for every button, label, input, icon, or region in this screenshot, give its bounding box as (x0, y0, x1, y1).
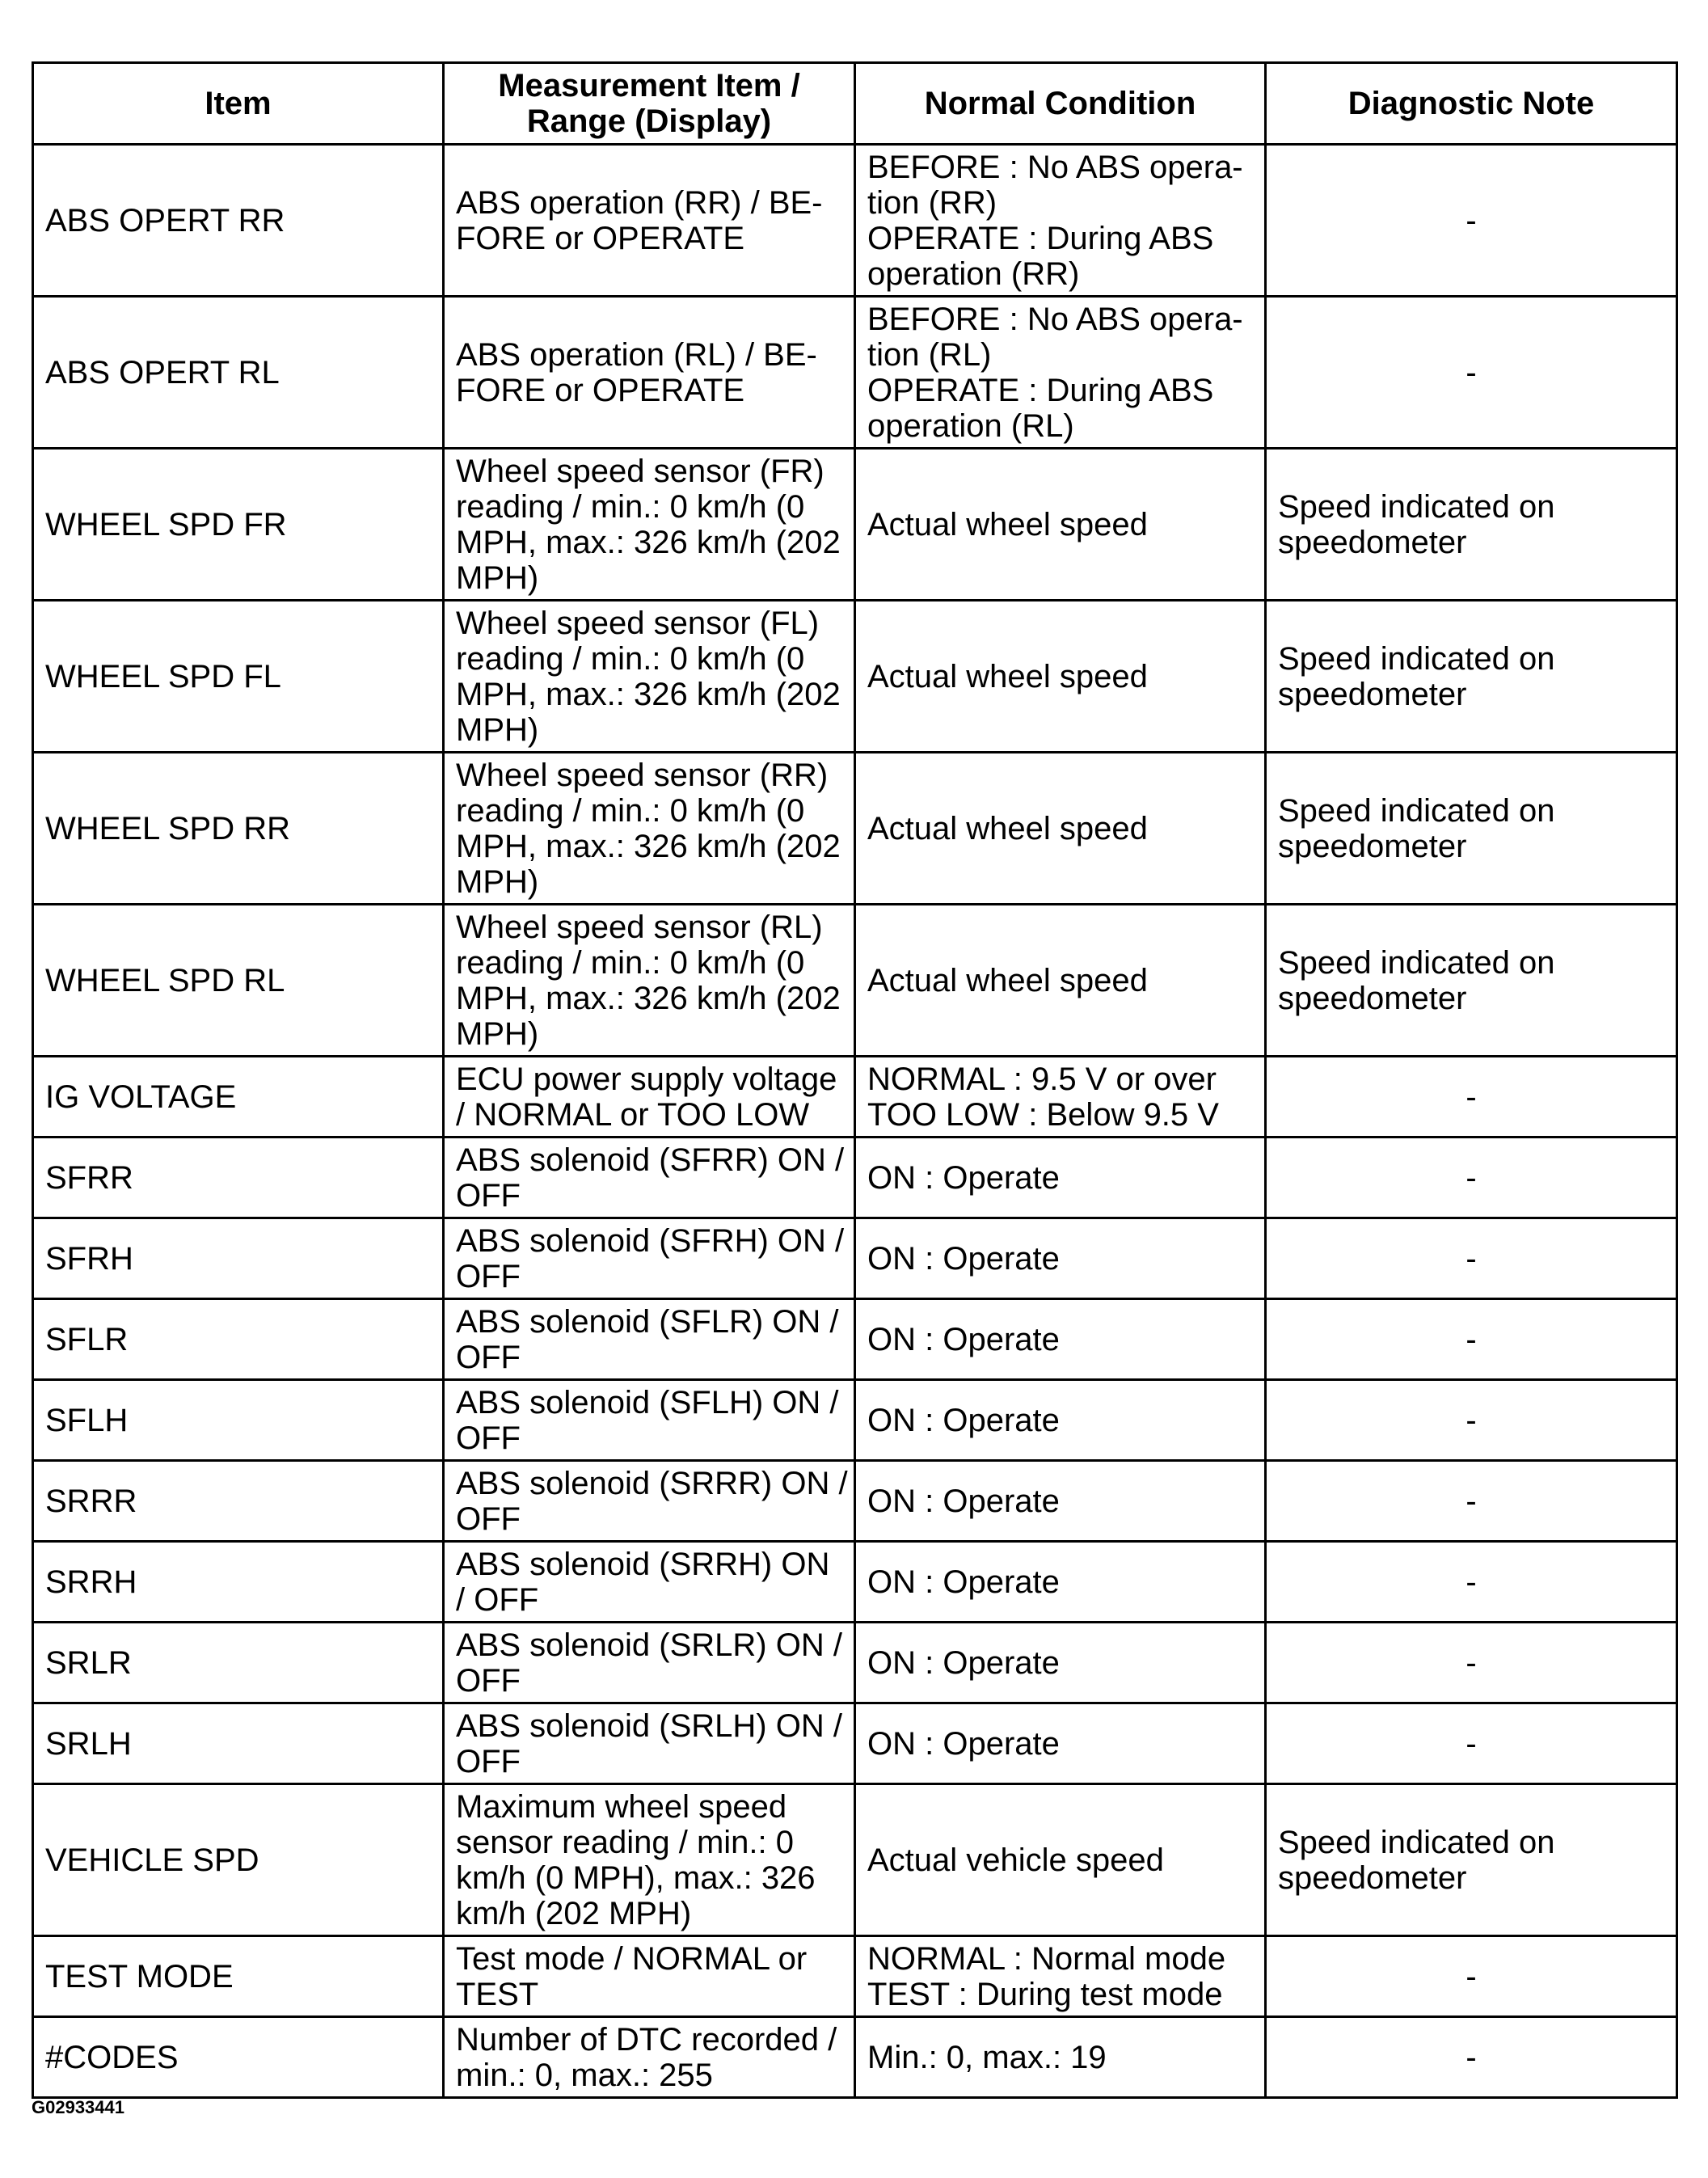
cell-item-text: WHEEL SPD RL (45, 962, 285, 998)
cell-normal-condition (855, 1299, 1266, 1380)
cell-diagnostic-note-line: - (1466, 1644, 1477, 1681)
cell-normal-condition (855, 1703, 1266, 1784)
cell-diagnostic-note (1266, 753, 1677, 905)
cell-diagnostic-note (1266, 1936, 1677, 2017)
cell-normal-condition-line: BEFORE : No ABS opera- (867, 301, 1243, 337)
cell-measurement-line: MPH) (456, 863, 539, 900)
cell-normal-condition-line: Actual wheel speed (867, 658, 1148, 694)
cell-diagnostic-note-line: Speed indicated on (1278, 792, 1555, 829)
table-row (33, 145, 1677, 297)
cell-normal-condition-line: operation (RL) (867, 407, 1074, 444)
cell-normal-condition (855, 449, 1266, 601)
cell-measurement-line: Test mode / NORMAL or (456, 1940, 808, 1977)
cell-item (33, 1138, 444, 1218)
cell-measurement (444, 1218, 855, 1299)
cell-measurement (444, 1461, 855, 1542)
cell-item-text: SFLR (45, 1321, 129, 1357)
cell-measurement-line: ABS solenoid (SRLH) ON / (456, 1707, 842, 1744)
cell-diagnostic-note (1266, 1784, 1677, 1936)
cell-measurement (444, 1784, 855, 1936)
cell-diagnostic-note-line: - (1466, 1402, 1477, 1438)
cell-item-text: ABS OPERT RL (45, 354, 280, 390)
cell-measurement-line: MPH) (456, 1015, 539, 1052)
cell-measurement (444, 145, 855, 297)
cell-item-text: ABS OPERT RR (45, 202, 285, 238)
cell-normal-condition (855, 753, 1266, 905)
cell-item-text: IG VOLTAGE (45, 1078, 237, 1115)
cell-diagnostic-note-line: - (1466, 202, 1477, 238)
cell-measurement (444, 1623, 855, 1703)
cell-item-text: SRRH (45, 1564, 137, 1600)
cell-normal-condition-line: tion (RL) (867, 336, 992, 373)
cell-item (33, 1784, 444, 1936)
cell-diagnostic-note (1266, 1703, 1677, 1784)
cell-diagnostic-note-line: speedometer (1278, 828, 1467, 864)
cell-diagnostic-note-line: Speed indicated on (1278, 488, 1555, 525)
cell-measurement-line: MPH, max.: 326 km/h (202 (456, 676, 841, 712)
header-measurement-label-line-1: Measurement Item / (498, 68, 800, 103)
cell-diagnostic-note-line: - (1466, 1958, 1477, 1994)
cell-item (33, 1623, 444, 1703)
cell-item-text: WHEEL SPD RR (45, 810, 291, 846)
cell-diagnostic-note-line: Speed indicated on (1278, 640, 1555, 677)
cell-normal-condition-line: NORMAL : Normal mode (867, 1940, 1226, 1977)
cell-normal-condition-line: NORMAL : 9.5 V or over (867, 1061, 1217, 1097)
cell-diagnostic-note-line: speedometer (1278, 1859, 1467, 1896)
cell-measurement (444, 1299, 855, 1380)
cell-normal-condition-line: Min.: 0, max.: 19 (867, 2039, 1107, 2075)
cell-measurement-line: OFF (456, 1339, 521, 1375)
cell-diagnostic-note (1266, 1218, 1677, 1299)
cell-item (33, 601, 444, 753)
cell-measurement (444, 1936, 855, 2017)
cell-normal-condition (855, 1542, 1266, 1623)
table-body (33, 145, 1677, 2098)
header-normal-condition-label: Normal Condition (924, 86, 1196, 121)
header-measurement (444, 63, 855, 145)
header-item (33, 63, 444, 145)
cell-item-text: SRLH (45, 1725, 132, 1762)
table-row (33, 1138, 1677, 1218)
cell-measurement-line: ABS solenoid (SFLH) ON / (456, 1384, 839, 1420)
cell-normal-condition-line: ON : Operate (867, 1240, 1060, 1277)
cell-item-text: TEST MODE (45, 1958, 234, 1994)
cell-normal-condition-line: ON : Operate (867, 1159, 1060, 1196)
header-normal-condition (855, 63, 1266, 145)
cell-measurement-line: ABS solenoid (SRLR) ON / (456, 1627, 842, 1663)
cell-normal-condition-line: ON : Operate (867, 1321, 1060, 1357)
cell-diagnostic-note (1266, 145, 1677, 297)
table-row (33, 1218, 1677, 1299)
table-row (33, 1542, 1677, 1623)
cell-item (33, 1218, 444, 1299)
cell-item-text: #CODES (45, 2039, 179, 2075)
table-row (33, 1299, 1677, 1380)
cell-normal-condition-line: Actual wheel speed (867, 506, 1148, 542)
cell-measurement (444, 1703, 855, 1784)
cell-measurement-line: OFF (456, 1177, 521, 1214)
cell-measurement-line: Wheel speed sensor (FL) (456, 605, 820, 641)
cell-measurement-line: MPH) (456, 711, 539, 748)
cell-measurement-line: / OFF (456, 1581, 539, 1618)
cell-measurement-line: ABS solenoid (SFRR) ON / (456, 1142, 845, 1178)
cell-measurement-line: / NORMAL or TOO LOW (456, 1096, 810, 1133)
cell-item (33, 2017, 444, 2098)
cell-diagnostic-note-line: - (1466, 1564, 1477, 1600)
table-row (33, 1936, 1677, 2017)
data-list-table (32, 61, 1678, 2099)
cell-item (33, 753, 444, 905)
cell-measurement (444, 2017, 855, 2098)
cell-diagnostic-note (1266, 449, 1677, 601)
table-row (33, 449, 1677, 601)
cell-measurement-line: Number of DTC recorded / (456, 2021, 837, 2058)
header-diagnostic-note-label: Diagnostic Note (1347, 86, 1595, 121)
cell-normal-condition-line: Actual wheel speed (867, 810, 1148, 846)
cell-normal-condition-line: ON : Operate (867, 1725, 1060, 1762)
cell-normal-condition (855, 601, 1266, 753)
cell-diagnostic-note-line: - (1466, 2039, 1477, 2075)
cell-diagnostic-note-line: Speed indicated on (1278, 944, 1555, 981)
table-row (33, 905, 1677, 1057)
cell-normal-condition (855, 905, 1266, 1057)
cell-measurement-line: min.: 0, max.: 255 (456, 2057, 713, 2093)
cell-normal-condition-line: operation (RR) (867, 255, 1080, 292)
cell-item-text: SFRH (45, 1240, 133, 1277)
cell-item (33, 297, 444, 449)
cell-measurement-line: MPH, max.: 326 km/h (202 (456, 524, 841, 560)
table-row (33, 601, 1677, 753)
table-row (33, 1784, 1677, 1936)
cell-measurement (444, 297, 855, 449)
cell-item (33, 449, 444, 601)
cell-item-text: SFRR (45, 1159, 133, 1196)
cell-item-text: WHEEL SPD FL (45, 658, 281, 694)
cell-measurement-line: OFF (456, 1743, 521, 1779)
cell-normal-condition-line: ON : Operate (867, 1402, 1060, 1438)
cell-normal-condition (855, 1057, 1266, 1138)
cell-measurement-line: OFF (456, 1501, 521, 1537)
table-row (33, 297, 1677, 449)
cell-diagnostic-note-line: speedometer (1278, 524, 1467, 560)
cell-normal-condition-line: TOO LOW : Below 9.5 V (867, 1096, 1219, 1133)
cell-measurement-line: ABS operation (RR) / BE- (456, 184, 823, 221)
table-row (33, 1461, 1677, 1542)
cell-diagnostic-note-line: - (1466, 1240, 1477, 1277)
cell-diagnostic-note-line: speedometer (1278, 980, 1467, 1016)
cell-measurement (444, 1138, 855, 1218)
cell-measurement-line: sensor reading / min.: 0 (456, 1824, 794, 1860)
cell-normal-condition-line: Actual wheel speed (867, 962, 1148, 998)
figure-id: G02933441 (32, 2097, 124, 2117)
cell-measurement (444, 449, 855, 601)
cell-measurement-line: FORE or OPERATE (456, 372, 745, 408)
cell-measurement-line: OFF (456, 1258, 521, 1294)
cell-measurement-line: km/h (0 MPH), max.: 326 (456, 1859, 816, 1896)
cell-diagnostic-note (1266, 601, 1677, 753)
cell-measurement-line: OFF (456, 1662, 521, 1699)
table-row (33, 2017, 1677, 2098)
cell-measurement (444, 905, 855, 1057)
cell-measurement-line: reading / min.: 0 km/h (0 (456, 488, 805, 525)
cell-measurement-line: ABS operation (RL) / BE- (456, 336, 817, 373)
cell-measurement-line: reading / min.: 0 km/h (0 (456, 944, 805, 981)
cell-diagnostic-note (1266, 2017, 1677, 2098)
cell-item-text: VEHICLE SPD (45, 1842, 259, 1878)
cell-diagnostic-note (1266, 297, 1677, 449)
cell-item (33, 1936, 444, 2017)
cell-normal-condition-line: OPERATE : During ABS (867, 220, 1214, 256)
cell-normal-condition (855, 1784, 1266, 1936)
cell-measurement-line: Wheel speed sensor (RL) (456, 909, 823, 945)
cell-normal-condition (855, 1138, 1266, 1218)
cell-measurement-line: MPH, max.: 326 km/h (202 (456, 828, 841, 864)
cell-measurement-line: MPH) (456, 559, 539, 596)
cell-diagnostic-note (1266, 1299, 1677, 1380)
cell-measurement (444, 753, 855, 905)
cell-normal-condition-line: ON : Operate (867, 1483, 1060, 1519)
cell-diagnostic-note (1266, 1380, 1677, 1461)
header-item-label: Item (205, 86, 272, 121)
cell-item (33, 1299, 444, 1380)
header-diagnostic-note (1266, 63, 1677, 145)
cell-normal-condition-line: ON : Operate (867, 1564, 1060, 1600)
cell-measurement (444, 1380, 855, 1461)
cell-diagnostic-note-line: - (1466, 1725, 1477, 1762)
cell-normal-condition-line: BEFORE : No ABS opera- (867, 149, 1243, 185)
cell-diagnostic-note-line: - (1466, 1483, 1477, 1519)
cell-item-text: SRRR (45, 1483, 137, 1519)
cell-diagnostic-note (1266, 905, 1677, 1057)
cell-diagnostic-note-line: - (1466, 1321, 1477, 1357)
cell-diagnostic-note (1266, 1057, 1677, 1138)
cell-item (33, 1057, 444, 1138)
cell-measurement (444, 1057, 855, 1138)
cell-measurement (444, 1542, 855, 1623)
table-header-row (33, 63, 1677, 145)
cell-measurement-line: ABS solenoid (SRRH) ON (456, 1546, 830, 1582)
cell-item (33, 1380, 444, 1461)
cell-diagnostic-note (1266, 1138, 1677, 1218)
cell-diagnostic-note-line: - (1466, 1078, 1477, 1115)
cell-measurement-line: OFF (456, 1420, 521, 1456)
table-row (33, 1703, 1677, 1784)
cell-normal-condition (855, 297, 1266, 449)
cell-normal-condition (855, 1936, 1266, 2017)
cell-diagnostic-note-line: - (1466, 1159, 1477, 1196)
cell-diagnostic-note (1266, 1542, 1677, 1623)
table-row (33, 1380, 1677, 1461)
cell-diagnostic-note-line: speedometer (1278, 676, 1467, 712)
cell-diagnostic-note-line: - (1466, 354, 1477, 390)
cell-item (33, 1461, 444, 1542)
cell-measurement-line: km/h (202 MPH) (456, 1895, 692, 1931)
table-row (33, 753, 1677, 905)
cell-normal-condition-line: Actual vehicle speed (867, 1842, 1164, 1878)
cell-measurement-line: ABS solenoid (SFLR) ON / (456, 1303, 839, 1340)
cell-item (33, 1703, 444, 1784)
cell-measurement-line: Wheel speed sensor (RR) (456, 757, 829, 793)
header-measurement-label-line-2: Range (Display) (526, 103, 772, 139)
cell-normal-condition (855, 1461, 1266, 1542)
cell-normal-condition-line: OPERATE : During ABS (867, 372, 1214, 408)
cell-measurement (444, 601, 855, 753)
cell-measurement-line: ABS solenoid (SRRR) ON / (456, 1465, 848, 1501)
cell-item-text: SFLH (45, 1402, 129, 1438)
cell-normal-condition (855, 1623, 1266, 1703)
cell-normal-condition-line: ON : Operate (867, 1644, 1060, 1681)
cell-measurement-line: FORE or OPERATE (456, 220, 745, 256)
cell-measurement-line: TEST (456, 1976, 539, 2012)
cell-normal-condition-line: tion (RR) (867, 184, 997, 221)
cell-measurement-line: Wheel speed sensor (FR) (456, 453, 824, 489)
cell-item-text: WHEEL SPD FR (45, 506, 287, 542)
cell-item (33, 145, 444, 297)
table-row (33, 1623, 1677, 1703)
cell-measurement-line: reading / min.: 0 km/h (0 (456, 792, 805, 829)
cell-item (33, 905, 444, 1057)
table-row (33, 1057, 1677, 1138)
cell-item (33, 1542, 444, 1623)
cell-measurement-line: reading / min.: 0 km/h (0 (456, 640, 805, 677)
cell-normal-condition-line: TEST : During test mode (867, 1976, 1223, 2012)
cell-measurement-line: MPH, max.: 326 km/h (202 (456, 980, 841, 1016)
cell-normal-condition (855, 1218, 1266, 1299)
cell-measurement-line: Maximum wheel speed (456, 1788, 787, 1825)
cell-item-text: SRLR (45, 1644, 132, 1681)
cell-diagnostic-note (1266, 1461, 1677, 1542)
cell-diagnostic-note-line: Speed indicated on (1278, 1824, 1555, 1860)
cell-normal-condition (855, 2017, 1266, 2098)
cell-diagnostic-note (1266, 1623, 1677, 1703)
cell-normal-condition (855, 1380, 1266, 1461)
cell-measurement-line: ABS solenoid (SFRH) ON / (456, 1222, 845, 1259)
cell-measurement-line: ECU power supply voltage (456, 1061, 837, 1097)
cell-normal-condition (855, 145, 1266, 297)
